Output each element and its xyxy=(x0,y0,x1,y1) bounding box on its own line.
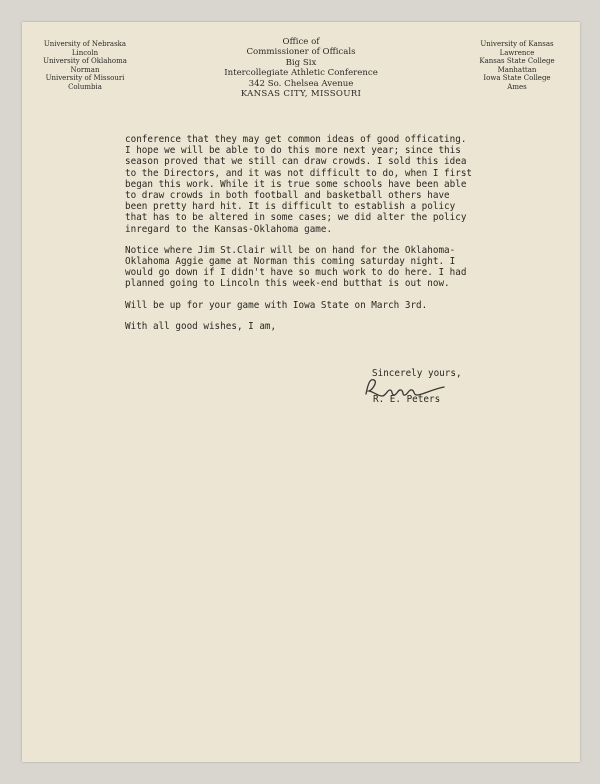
text-line: Will be up for your game with Iowa State on March 3rd. xyxy=(125,299,428,311)
text-line: would go down if I didn't have so much work to do here. I had xyxy=(125,267,467,279)
text-line: been pretty hard hit. It is difficult to establish a policy xyxy=(125,201,456,213)
text-line: planned going to Lincoln this week-end butthat is out now. xyxy=(125,278,450,290)
letterhead-line: 342 So. Chelsea Avenue xyxy=(248,78,354,89)
text-line: began this work. While it is true some schools have been able xyxy=(125,178,467,190)
letterhead-line: Lincoln xyxy=(71,48,99,57)
letterhead-line: Columbia xyxy=(68,82,102,91)
letterhead-line: Lawrence xyxy=(499,48,535,57)
letterhead-city: KANSAS CITY, MISSOURI xyxy=(240,89,362,100)
paragraph-1 xyxy=(125,134,565,235)
letterhead-line: University of Nebraska xyxy=(43,40,127,48)
closing-salutation: Sincerely yours, xyxy=(372,368,462,379)
paragraph-3 xyxy=(125,300,565,311)
text-line: that has to be altered in some cases; we did alter the policy xyxy=(125,212,467,224)
text-line: to the Directors, and it was not difficult to do, when I first xyxy=(125,167,473,179)
paragraph-2 xyxy=(125,245,565,290)
letterhead-line: Ames xyxy=(507,82,527,91)
text-line: season proved that we still can draw crowds. I sold this idea xyxy=(125,156,467,168)
letterhead-line: Big Six xyxy=(285,57,317,68)
text-line: Notice where Jim St.Clair will be on hand for the Oklahoma- xyxy=(125,244,456,256)
text-line: conference that they may get common ideas of good officating. xyxy=(125,134,467,145)
text-line: Oklahoma Aggie game at Norman this coming saturday night. I xyxy=(125,256,456,268)
letterhead-line: Norman xyxy=(70,65,100,74)
letterhead-line: Kansas State College xyxy=(479,57,555,66)
letterhead-left-members xyxy=(30,40,140,92)
letterhead-line: Manhattan xyxy=(497,65,537,74)
letterhead-line: University of Missouri xyxy=(45,74,125,83)
text-line: to draw crowds in both football and basketball others have xyxy=(125,190,450,202)
signer-name: R. E. Peters xyxy=(373,394,441,405)
text-line: With all good wishes, I am, xyxy=(125,320,277,332)
letterhead-line: Intercollegiate Athletic Conference xyxy=(224,68,378,79)
letterhead-line: Office of xyxy=(282,37,320,47)
letterhead-line: University of Kansas xyxy=(480,40,554,48)
letterhead-line: Iowa State College xyxy=(483,74,551,83)
letterhead-center-office xyxy=(201,37,401,99)
letterhead-line: University of Oklahoma xyxy=(43,57,127,66)
letter-page xyxy=(22,22,580,762)
letterhead-right-members xyxy=(462,40,572,92)
text-line: I hope we will be able to do this more next year; since this xyxy=(125,145,461,157)
paragraph-4 xyxy=(125,321,565,332)
letter-body xyxy=(125,134,565,342)
text-line: inregard to the Kansas-Oklahoma game. xyxy=(125,223,333,235)
letterhead-line: Commissioner of Officals xyxy=(246,47,356,58)
